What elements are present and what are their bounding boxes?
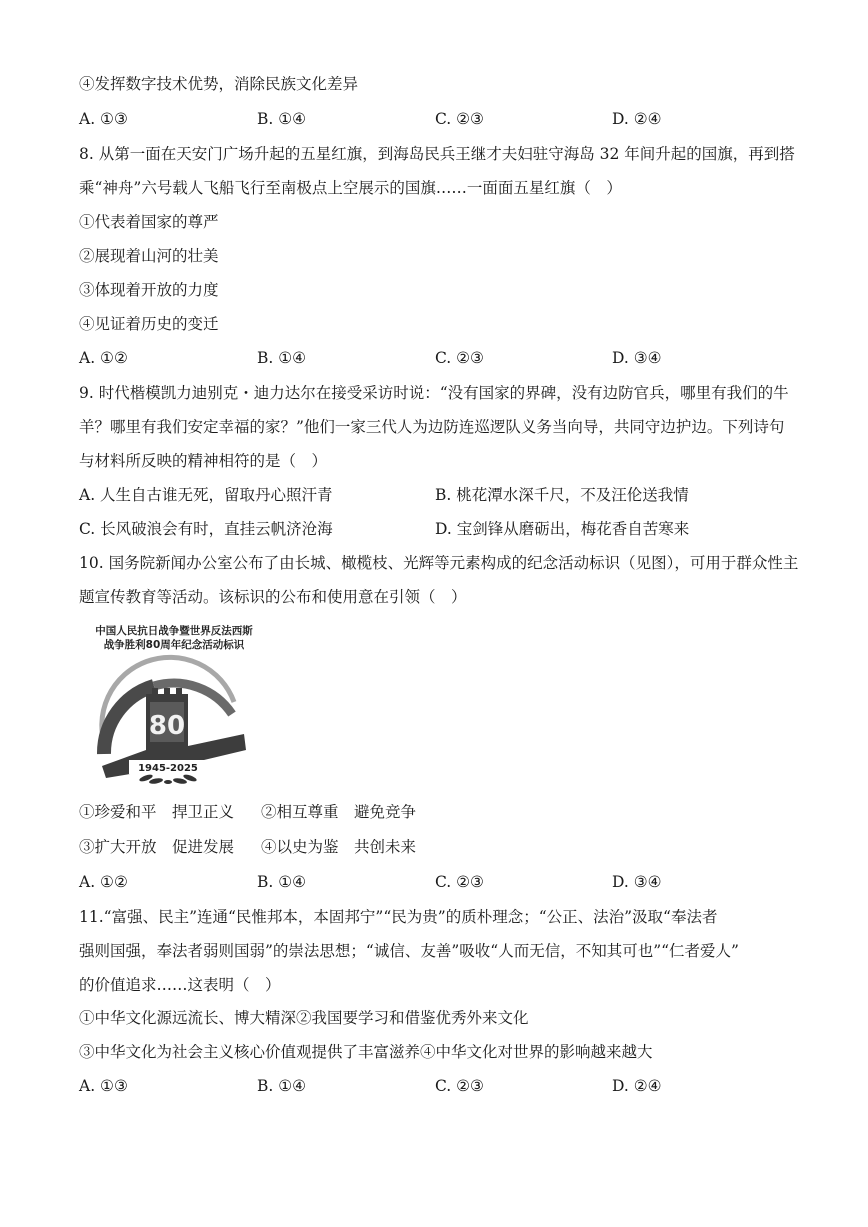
q8-item-3: ③体现着开放的力度 [79, 281, 219, 299]
q10-option-d: D. ③④ [612, 873, 662, 891]
q10-option-a: A. ①② [79, 873, 128, 891]
q8-item-2: ②展现着山河的壮美 [79, 247, 219, 265]
q8-item-4: ④见证着历史的变迁 [79, 315, 219, 333]
q10-item-1: ①珍爱和平 捍卫正义 [79, 803, 235, 821]
q10-option-c: C. ②③ [435, 873, 484, 891]
q11-option-b: B. ①④ [257, 1077, 307, 1095]
q9-stem-line-3: 与材料所反映的精神相符的是（ ） [79, 452, 328, 470]
q10-item-4: ④以史为鉴 共创未来 [261, 838, 417, 856]
q8-option-a: A. ①② [79, 349, 128, 367]
great-wall-emblem [84, 654, 264, 784]
q10-item-3: ③扩大开放 促进发展 [79, 838, 235, 856]
q11-items-line-1: ①中华文化源远流长、博大精深②我国要学习和借鉴优秀外来文化 [79, 1009, 529, 1027]
q7-item-4: ④发挥数字技术优势，消除民族文化差异 [79, 75, 359, 93]
q9-stem-line-1: 9. 时代楷模凯力迪别克・迪力达尔在接受采访时说：“没有国家的界碑，没有边防官兵，哪里有我们的牛 [79, 384, 789, 402]
q10-stem-line-1: 10. 国务院新闻办公室公布了由长城、橄榄枝、光辉等元素构成的纪念活动标识（见图），可用于群众性主 [79, 554, 799, 572]
q10-option-b: B. ①④ [257, 873, 307, 891]
q10-stem-line-2: 题宣传教育等活动。该标识的公布和使用意在引领（ ） [79, 588, 467, 606]
q7-option-a: A. ①③ [79, 110, 128, 128]
q11-option-a: A. ①③ [79, 1077, 128, 1095]
q11-stem-line-3: 的价值追求……这表明（ ） [79, 976, 281, 994]
q8-option-b: B. ①④ [257, 349, 307, 367]
q8-item-1: ①代表着国家的尊严 [79, 213, 219, 231]
q9-option-a: A. 人生自古谁无死，留取丹心照汗青 [79, 486, 333, 504]
q9-option-b: B. 桃花潭水深千尺，不及汪伦送我情 [435, 486, 689, 504]
q11-option-d: D. ②④ [612, 1077, 662, 1095]
q9-option-c: C. 长风破浪会有时，直挂云帆济沧海 [79, 520, 333, 538]
q9-option-d: D. 宝剑锋从磨砺出，梅花香自苦寒来 [435, 520, 690, 538]
q8-option-c: C. ②③ [435, 349, 484, 367]
logo-title-line-1: 中国人民抗日战争暨世界反法西斯 [95, 625, 253, 637]
logo-years: 1945-2025 [138, 763, 198, 774]
q7-option-c: C. ②③ [435, 110, 484, 128]
olive-branch-icon [139, 773, 198, 784]
q7-option-d: D. ②④ [612, 110, 662, 128]
q11-stem-line-2: 强则国强，奉法者弱则国弱”的崇法思想；“诚信、友善”吸收“人而无信，不知其可也”“仁者爱人” [79, 942, 739, 960]
q11-option-c: C. ②③ [435, 1077, 484, 1095]
q11-stem-line-1: 11.“富强、民主”连通“民惟邦本，本固邦宁”“民为贵”的质朴理念；“公正、法治”汲取“奉法者 [79, 908, 718, 926]
logo-number-80: 80 [148, 711, 186, 741]
q8-stem-line-1: 8. 从第一面在天安门广场升起的五星红旗，到海岛民兵王继才夫妇驻守海岛 32 年间升起的国旗，再到搭 [79, 145, 795, 163]
q8-stem-line-2: 乘“神舟”六号载人飞船飞行至南极点上空展示的国旗……一面面五星红旗（ ） [79, 179, 622, 197]
q9-stem-line-2: 羊？哪里有我们安定幸福的家？”他们一家三代人为边防连巡逻队义务当向导，共同守边护边。下列诗句 [79, 418, 785, 436]
q8-option-d: D. ③④ [612, 349, 662, 367]
commemorative-logo-figure [84, 624, 284, 784]
q7-option-b: B. ①④ [257, 110, 307, 128]
q10-item-2: ②相互尊重 避免竞争 [261, 803, 417, 821]
q11-items-line-2: ③中华文化为社会主义核心价值观提供了丰富滋养④中华文化对世界的影响越来越大 [79, 1043, 653, 1061]
logo-title-line-2: 战争胜利80周年纪念活动标识 [103, 639, 245, 651]
